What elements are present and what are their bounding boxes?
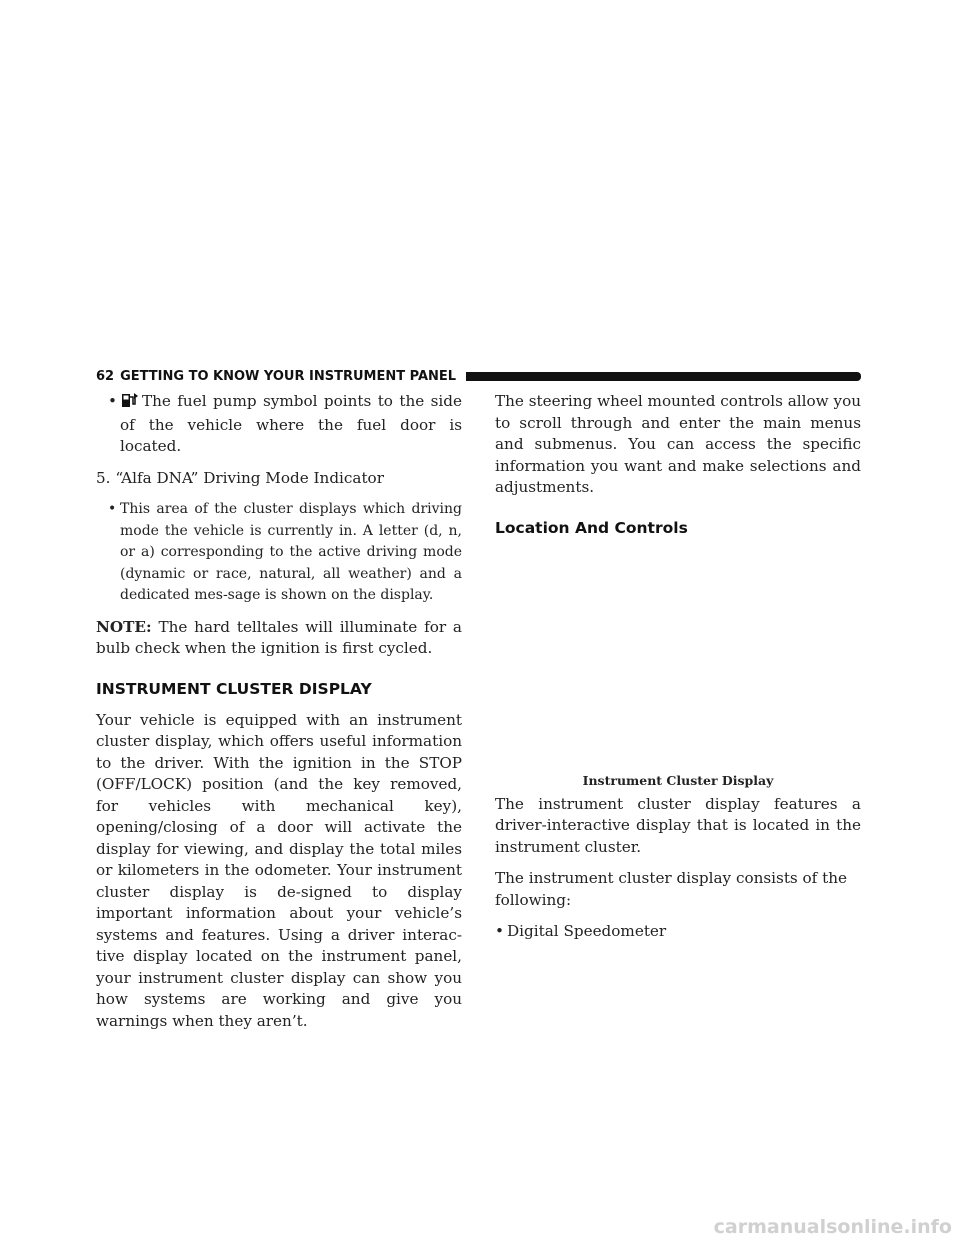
page-header (96, 369, 861, 384)
paragraph-2: The instrument cluster display consists of the following: (495, 869, 848, 909)
paragraph-1: The instrument cluster display features a driver-interactive display that is located in the instrument cluster. (495, 794, 861, 856)
bullet-dot: • (495, 922, 504, 940)
page-number: 62 (96, 369, 115, 384)
section-heading: INSTRUMENT CLUSTER DISPLAY (96, 679, 372, 698)
subsection-heading: Location And Controls (495, 518, 688, 537)
figure-caption: Instrument Cluster Display (582, 772, 774, 788)
header-rule (466, 372, 861, 381)
right-column (495, 391, 861, 953)
item-5-title: 5. “Alfa DNA” Driving Mode Indicator (96, 468, 384, 487)
list-item (495, 921, 861, 943)
watermark: carmanualsonline.info (713, 1216, 952, 1238)
intro-paragraph: The steering wheel mounted controls allow you to scroll through and enter the main menus and submenus. You can access the specific information you want and make selections and adjustments. (495, 392, 861, 496)
fuel-bullet-text: The fuel pump symbol points to the side of the vehicle where the fuel door is located. (120, 392, 462, 455)
dna-bullet-text: This area of the cluster displays which driving mode the vehicle is currently in. A letter (d, n, or a) corresponding to the active driving mode (dynamic or race, natural, all weather) and a dedicated mes-sage is shown on the display. (120, 501, 462, 603)
list-item-text: Digital Speedometer (507, 922, 667, 940)
figure-placeholder (495, 549, 861, 773)
fuel-bullet (108, 391, 462, 458)
bullet-dot: • (108, 392, 117, 410)
dna-bullet (108, 499, 462, 607)
note (96, 617, 462, 660)
note-label: NOTE: (96, 617, 152, 636)
section-title: GETTING TO KNOW YOUR INSTRUMENT PANEL (120, 369, 457, 384)
body-paragraph: Your vehicle is equipped with an instrument cluster display, which offers useful information to the driver. With the ignition in the STOP (OFF/LOCK) position (and the key removed, for vehicles with mechanical key), opening/closing of a door will activate the display for viewing, and display the total miles or kilometers in the odometer. Your instrument cluster display is de-signed to display important information about your vehicle’s systems and features. Using a driver interac-tive display located on the instrument panel, your instrument cluster display can show you how systems are working and give you warnings when they aren’t. (96, 710, 462, 1030)
bullet-dot: • (108, 501, 117, 517)
note-text: The hard telltales will illuminate for a bulb check when the ignition is first cycled. (96, 617, 462, 657)
left-column (96, 391, 462, 1042)
fuel-pump-icon (120, 392, 138, 415)
